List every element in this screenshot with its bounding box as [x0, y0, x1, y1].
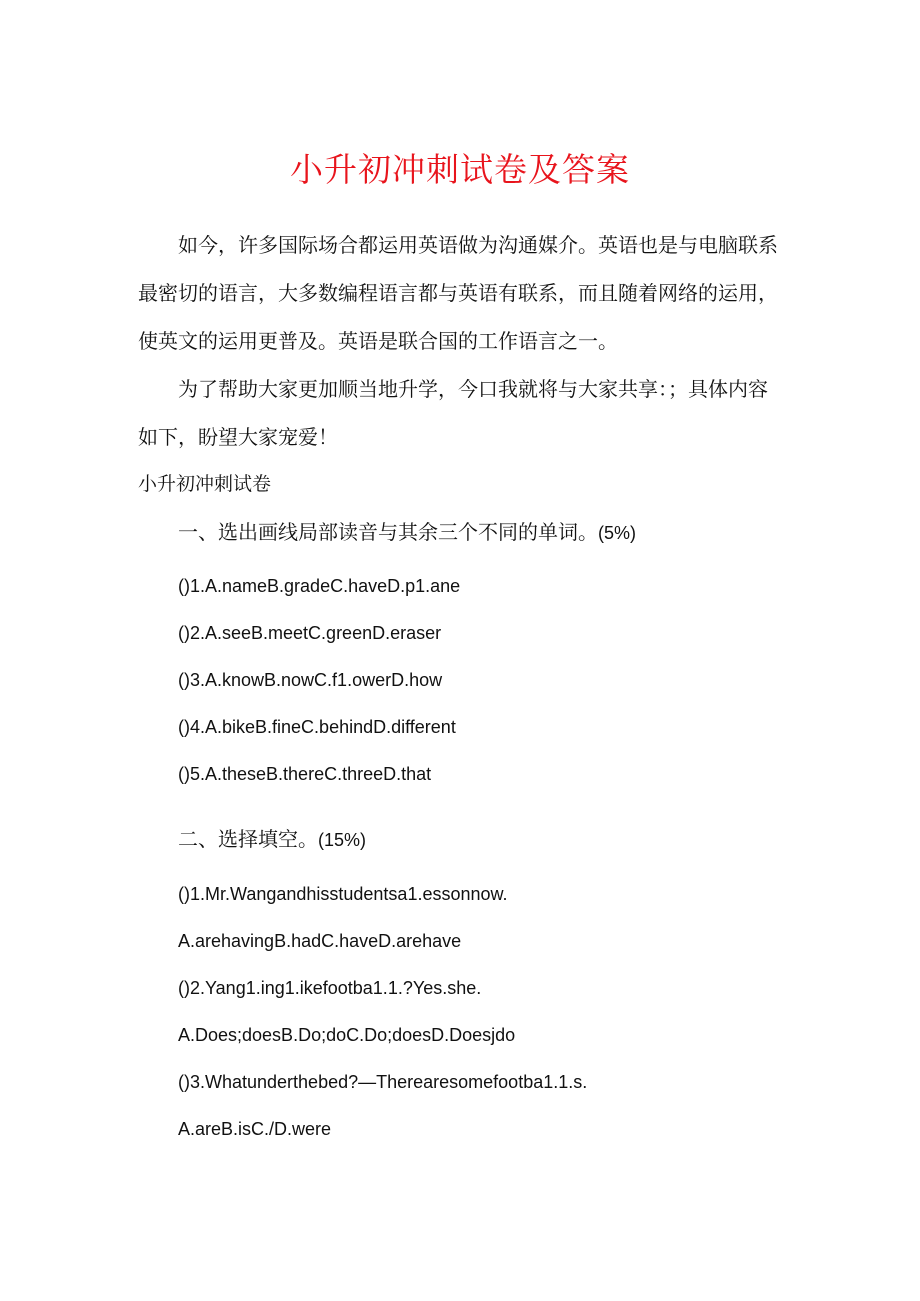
- section-2-item-4: A.Does;doesB.Do;doC.Do;doesD.Doesjdo: [178, 1025, 516, 1045]
- section-1-score: (5%): [598, 523, 637, 543]
- intro-line-1: 如今，许多国际场合都运用英语做为沟通媒介。英语也是与电脑联系: [178, 233, 778, 257]
- section-2-heading-text: 二、选择填空。: [178, 827, 318, 851]
- section-2-item-1: ()1.Mr.Wangandhisstudentsa1.essonnow.: [178, 884, 508, 904]
- section-2-item-2: A.arehavingB.hadC.haveD.arehave: [178, 931, 462, 951]
- intro-line-4: 为了帮助大家更加顺当地升学，今口我就将与大家共享：；具体内容: [178, 377, 768, 401]
- exam-title: 小升初冲刺试卷: [138, 473, 272, 495]
- section-1-item-2: ()2.A.seeB.meetC.greenD.eraser: [178, 623, 442, 643]
- section-2-item-5: ()3.Whatunderthebed?—Therearesomefootba1.1.s.: [178, 1072, 588, 1092]
- section-1-item-4: ()4.A.bikeB.fineC.behindD.different: [178, 717, 456, 737]
- section-2-item-3: ()2.Yang1.ing1.ikefootba1.1.?Yes.she.: [178, 978, 482, 998]
- intro-line-3: 使英文的运用更普及。英语是联合国的工作语言之一。: [138, 329, 618, 353]
- intro-line-2: 最密切的语言，大多数编程语言都与英语有联系，而且随着网络的运用，: [138, 281, 778, 305]
- section-1-heading-text: 一、选出画线局部读音与其余三个不同的单词。: [178, 520, 598, 544]
- section-1-item-5: ()5.A.theseB.thereC.threeD.that: [178, 764, 432, 784]
- section-1-item-1: ()1.A.nameB.gradeC.haveD.p1.ane: [178, 576, 461, 596]
- section-2-item-6: A.areB.isC./D.were: [178, 1119, 332, 1139]
- section-2-heading: [178, 824, 366, 855]
- page-title: 小升初冲刺试卷及答案: [290, 150, 630, 189]
- section-2-score: (15%): [318, 830, 367, 850]
- intro-line-5: 如下，盼望大家宠爱！: [138, 425, 338, 449]
- section-1-heading: [178, 517, 636, 548]
- section-1-item-3: ()3.A.knowB.nowC.f1.owerD.how: [178, 670, 443, 690]
